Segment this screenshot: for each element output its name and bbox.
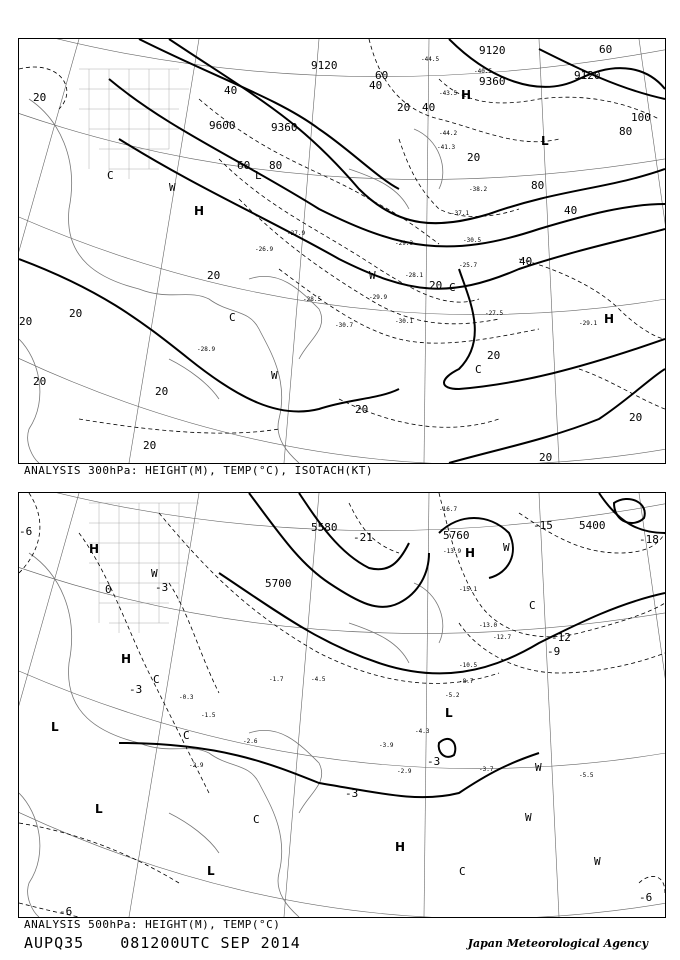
temp-label: -5.2 xyxy=(445,692,460,699)
map-500hpa-svg xyxy=(19,493,665,917)
chart-id-line xyxy=(24,934,327,952)
height-label: 5760 xyxy=(443,529,470,542)
temp-label: -10.5 xyxy=(459,662,478,669)
temp-contour-label: -6 xyxy=(639,891,653,904)
height-label: 9360 xyxy=(479,75,506,88)
pressure-center: H xyxy=(89,542,100,556)
isotach-label: 20 xyxy=(487,349,501,362)
isotach-label: 20 xyxy=(19,315,33,328)
labels-500 xyxy=(19,506,659,917)
isotach-label: 40 xyxy=(422,101,436,114)
height-contours-300 xyxy=(19,39,665,463)
pressure-center: C xyxy=(229,311,236,324)
height-contours-500 xyxy=(119,493,665,797)
temp-label: -1.5 xyxy=(201,712,216,719)
height-label: 5580 xyxy=(311,521,338,534)
pressure-center: L xyxy=(207,864,215,878)
pressure-center: H xyxy=(465,546,476,560)
temp-contour-label: -3 xyxy=(345,787,359,800)
temp-label: -0.3 xyxy=(179,694,194,701)
isotach-label: 20 xyxy=(429,279,443,292)
pressure-center: C xyxy=(183,729,190,742)
temp-contour-label: -3 xyxy=(129,683,143,696)
temp-label: -30.5 xyxy=(463,237,482,244)
height-label: 9120 xyxy=(574,69,601,82)
isotach-label: 20 xyxy=(397,101,411,114)
isotach-label: 20 xyxy=(629,411,643,424)
temp-label: -27.9 xyxy=(287,230,306,237)
temp-contour-label: -21 xyxy=(353,531,373,544)
pressure-center: W xyxy=(271,369,278,382)
caption-500hpa: ANALYSIS 500hPa: HEIGHT(M), TEMP(°C) xyxy=(24,918,281,931)
temp-contour-label: -18 xyxy=(639,533,659,546)
height-label: 9360 xyxy=(271,121,298,134)
isotherm-contours-500 xyxy=(19,493,665,917)
hatch-area-500 xyxy=(89,503,199,633)
isotach-label: 20 xyxy=(69,307,83,320)
isotach-label: 40 xyxy=(369,79,383,92)
temp-label: -2.9 xyxy=(189,762,204,769)
agency-name: Japan Meteorological Agency xyxy=(467,937,648,950)
pressure-center: H xyxy=(194,204,205,218)
isotach-label: 20 xyxy=(207,269,221,282)
pressure-center: W xyxy=(369,269,376,282)
pressure-center: W xyxy=(169,181,176,194)
graticule-500 xyxy=(19,493,665,917)
temp-label: -26.9 xyxy=(255,246,274,253)
caption-300hpa: ANALYSIS 300hPa: HEIGHT(M), TEMP(°C), ISOTACH(KT) xyxy=(24,464,374,477)
pressure-center: W xyxy=(594,855,601,868)
map-panel-500hpa xyxy=(18,492,666,918)
temp-contour-label: -9 xyxy=(547,645,561,658)
isotach-label: 80 xyxy=(531,179,545,192)
pressure-center: C xyxy=(107,169,114,182)
pressure-center: L xyxy=(51,720,59,734)
isotach-label: 40 xyxy=(564,204,578,217)
temp-label: -15.1 xyxy=(459,586,478,593)
temp-label: -28.5 xyxy=(303,296,322,303)
chart-id: AUPQ35 xyxy=(24,934,85,952)
isotach-label: 20 xyxy=(33,375,47,388)
pressure-center: C xyxy=(529,599,536,612)
temp-label: -29.3 xyxy=(395,240,414,247)
height-label: 9600 xyxy=(209,119,236,132)
height-label: 9120 xyxy=(479,44,506,57)
temp-contour-label: -6 xyxy=(19,525,33,538)
temp-contour-label: -12 xyxy=(551,631,571,644)
isotach-label: 20 xyxy=(467,151,481,164)
temp-label: -44.5 xyxy=(421,56,440,63)
temp-label: -38.2 xyxy=(469,186,488,193)
isotach-label: 80 xyxy=(269,159,283,172)
pressure-center: C xyxy=(459,865,466,878)
pressure-center: L xyxy=(541,134,549,148)
graticule-300 xyxy=(19,39,665,463)
isotherm-contours-300 xyxy=(19,39,665,433)
temp-label: -3.7 xyxy=(479,766,494,773)
map-300hpa-svg xyxy=(19,39,665,463)
temp-contour-label: -3 xyxy=(427,755,441,768)
valid-time: 081200UTC SEP 2014 xyxy=(120,934,301,952)
coastlines-300 xyxy=(19,99,443,463)
temp-label: -1.7 xyxy=(269,676,284,683)
isotach-label: 40 xyxy=(519,255,533,268)
temp-label: -30.7 xyxy=(335,322,354,329)
pressure-center: C xyxy=(253,813,260,826)
temp-label: -27.5 xyxy=(485,310,504,317)
temp-label: -4.3 xyxy=(415,728,430,735)
temp-label: -13.9 xyxy=(443,548,462,555)
temp-label: -44.2 xyxy=(439,130,458,137)
temp-label: -13.0 xyxy=(479,622,498,629)
pressure-center: H xyxy=(395,840,406,854)
temp-label: -28.1 xyxy=(405,272,424,279)
temp-contour-label: -15 xyxy=(533,519,553,532)
map-panel-300hpa xyxy=(18,38,666,464)
pressure-center: H xyxy=(461,88,472,102)
temp-label: -29.9 xyxy=(369,294,388,301)
temp-label: -41.3 xyxy=(437,144,456,151)
temp-label: -5.5 xyxy=(579,772,594,779)
temp-label: -16.7 xyxy=(439,506,458,513)
pressure-center: H xyxy=(121,652,132,666)
temp-label: -28.9 xyxy=(197,346,216,353)
temp-label: -40.5 xyxy=(474,68,493,75)
pressure-center: W xyxy=(525,811,532,824)
temp-label: -4.5 xyxy=(311,676,326,683)
height-label: 5400 xyxy=(579,519,606,532)
temp-contour-label: -3 xyxy=(155,581,169,594)
temp-contour-label: -6 xyxy=(59,905,73,917)
isotach-label: 20 xyxy=(143,439,157,452)
temp-label: -25.7 xyxy=(459,262,478,269)
isotach-label: 20 xyxy=(539,451,553,463)
pressure-center: H xyxy=(604,312,615,326)
isotach-label: 20 xyxy=(155,385,169,398)
height-label: 9120 xyxy=(311,59,338,72)
pressure-center: L xyxy=(445,706,453,720)
pressure-center: C xyxy=(449,281,456,294)
temp-label: -37.1 xyxy=(451,210,470,217)
isotach-label: 20 xyxy=(33,91,47,104)
temp-label: -29.1 xyxy=(579,320,598,327)
pressure-center: L xyxy=(95,802,103,816)
temp-contour-label: 0 xyxy=(105,583,112,596)
pressure-center: C xyxy=(153,673,160,686)
temp-label: -2.9 xyxy=(397,768,412,775)
pressure-center: W xyxy=(503,541,510,554)
temp-label: -2.6 xyxy=(243,738,258,745)
isotach-label: 60 xyxy=(375,69,389,82)
pressure-center: W xyxy=(151,567,158,580)
pressure-center: L xyxy=(255,169,262,182)
height-label: 5700 xyxy=(265,577,292,590)
temp-label: -43.5 xyxy=(439,90,458,97)
isotach-label: 100 xyxy=(631,111,651,124)
isotach-label: 20 xyxy=(355,403,369,416)
pressure-center: C xyxy=(475,363,482,376)
isotach-label: 60 xyxy=(237,159,251,172)
isotach-label: 40 xyxy=(224,84,238,97)
isotach-label: 80 xyxy=(619,125,633,138)
temp-label: -12.7 xyxy=(493,634,512,641)
temp-label: -8.7 xyxy=(459,678,474,685)
temp-label: -30.1 xyxy=(395,318,414,325)
temp-label: -3.9 xyxy=(379,742,394,749)
pressure-center: W xyxy=(535,761,542,774)
isotach-label: 60 xyxy=(599,43,613,56)
